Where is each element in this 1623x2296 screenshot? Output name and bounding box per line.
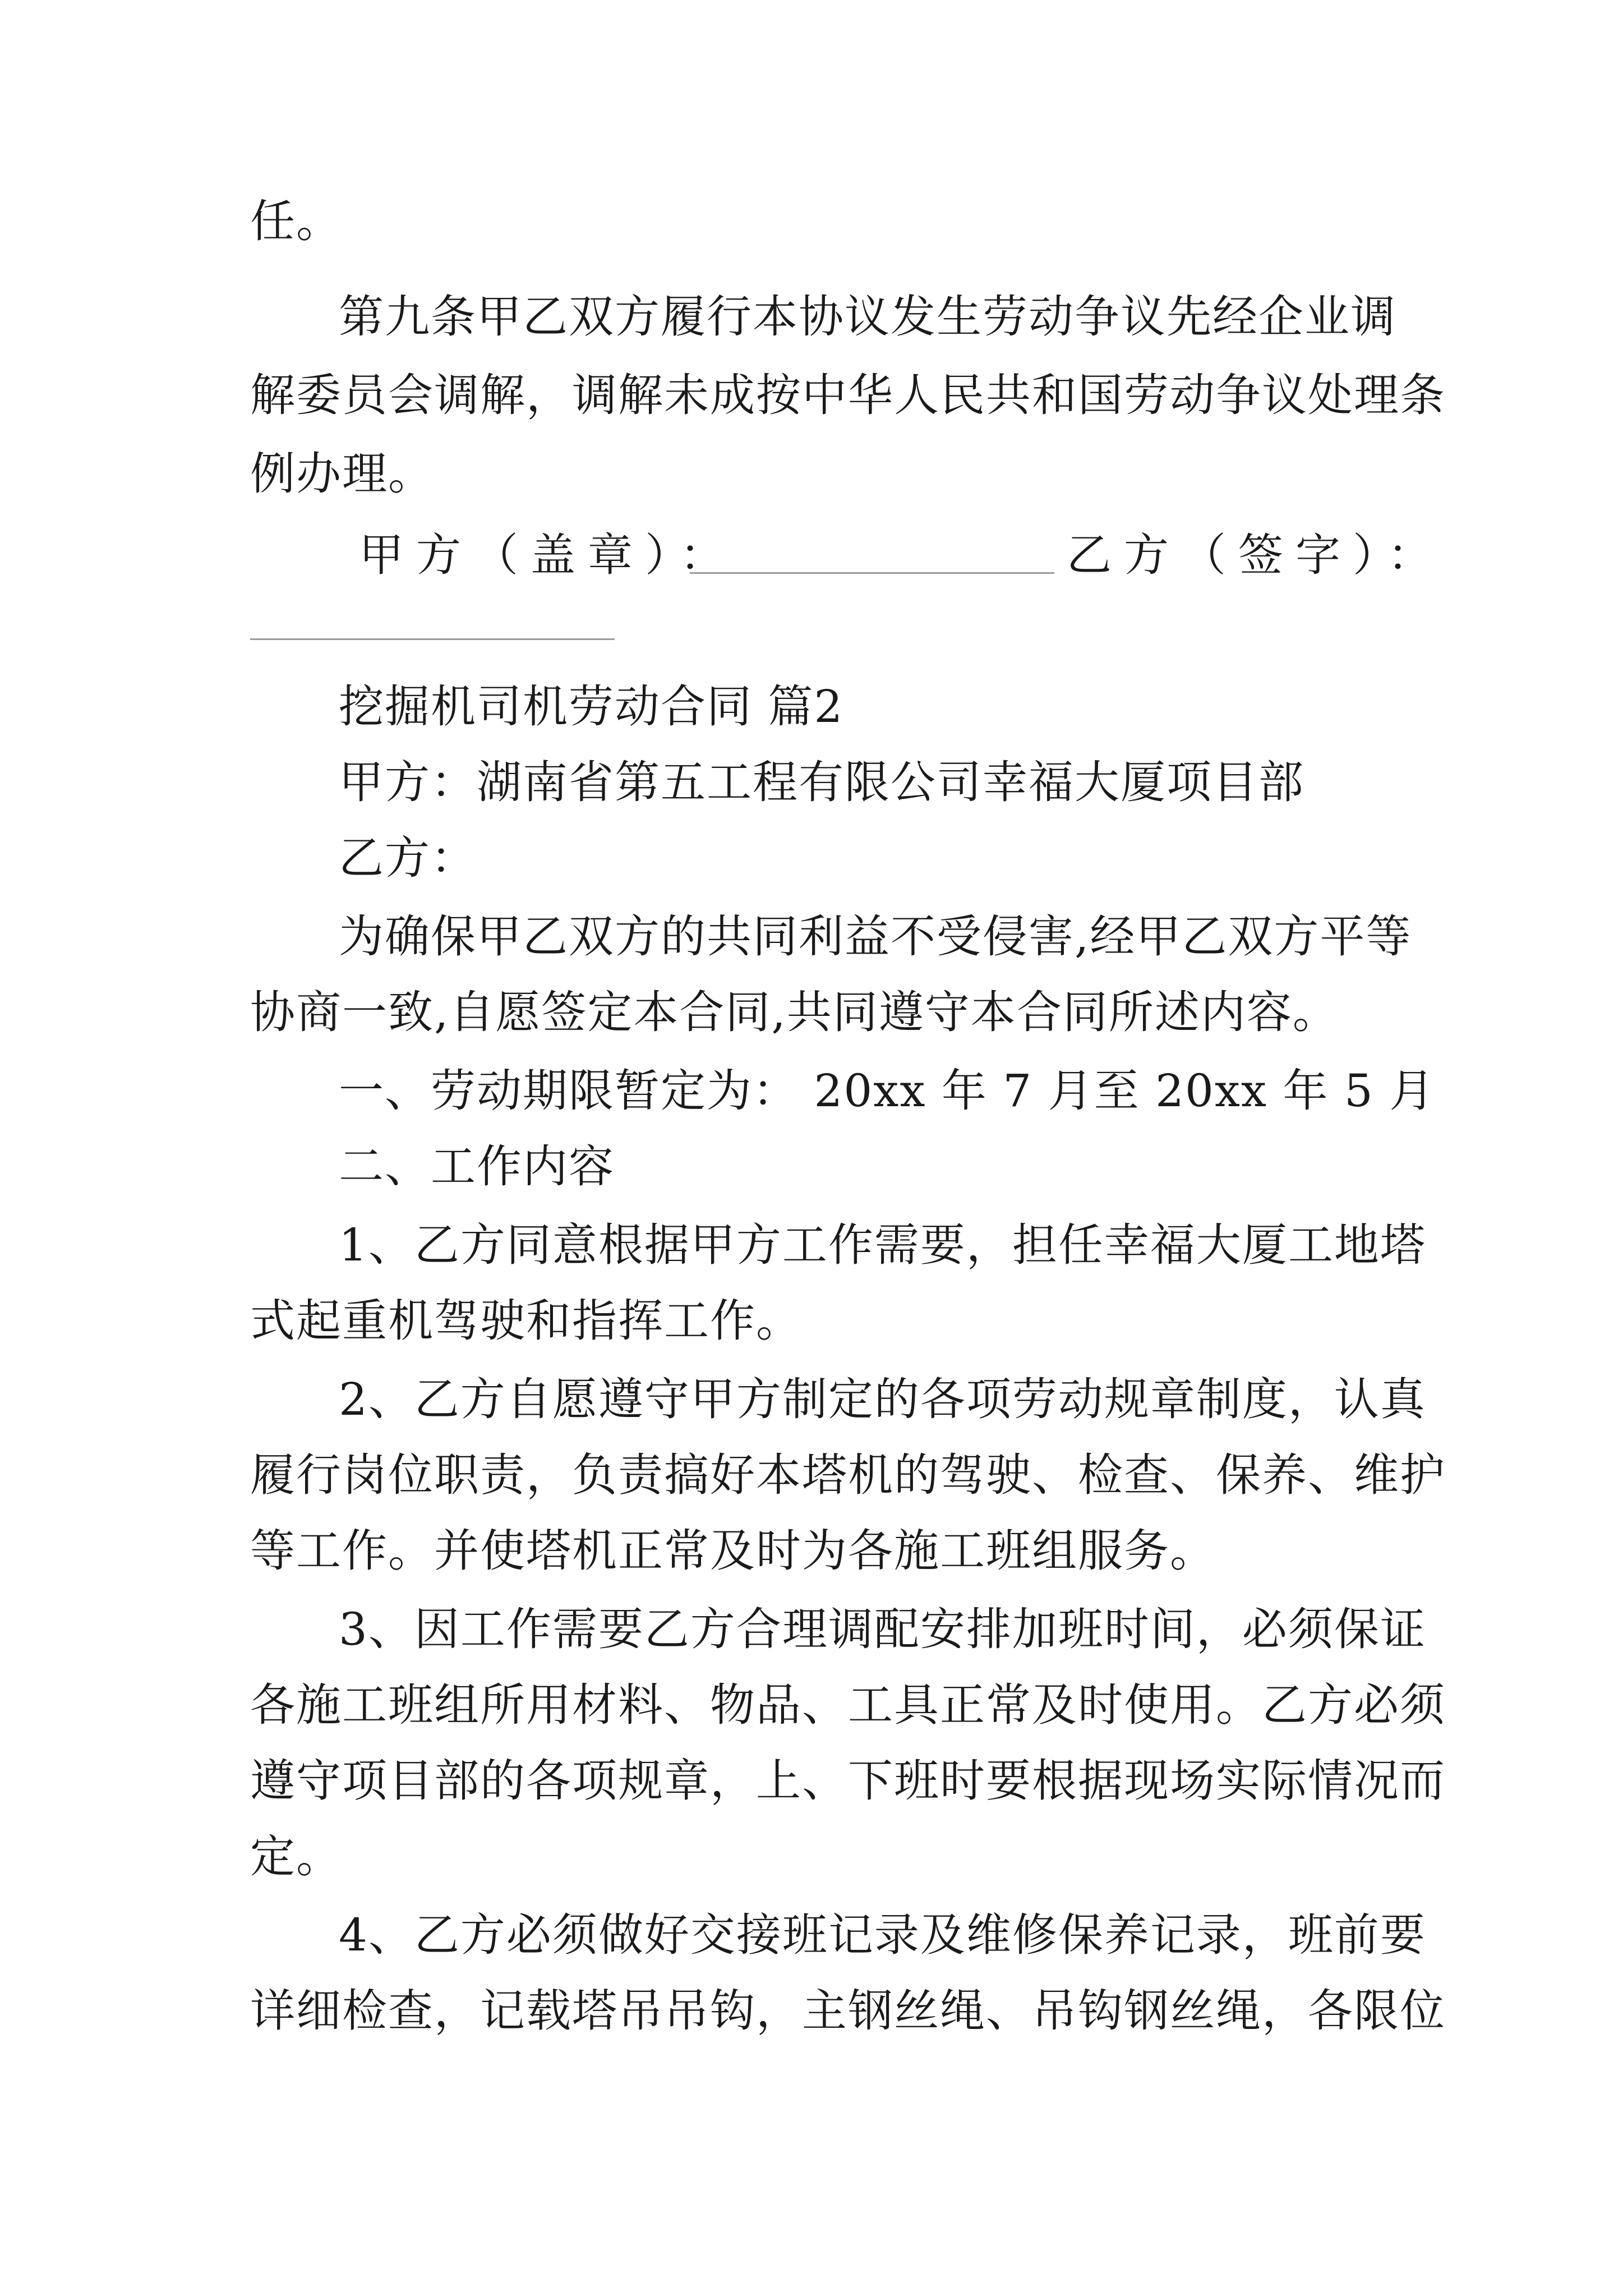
- paragraph-line: 为确保甲乙双方的共同利益不受侵害,经甲乙双方平等: [339, 910, 1412, 963]
- paragraph-line: 3、因工作需要乙方合理调配安排加班时间，必须保证: [339, 1603, 1426, 1655]
- paragraph-line: 各施工班组所用材料、物品、工具正常及时使用。乙方必须: [250, 1679, 1446, 1731]
- party-a-blank: [690, 572, 1054, 574]
- paragraph-line: 甲方：湖南省第五工程有限公司幸福大厦项目部: [339, 756, 1304, 808]
- signature-row: [359, 527, 1445, 583]
- paragraph-line: 例办理。: [250, 448, 434, 500]
- paragraph-line: 详细检查，记载塔吊吊钩，主钢丝绳、吊钩钢丝绳，各限位: [250, 1985, 1446, 2037]
- paragraph-line: 解委员会调解，调解未成按中华人民共和国劳动争议处理条: [250, 369, 1446, 421]
- paragraph-line: 式起重机驾驶和指挥工作。: [250, 1295, 802, 1347]
- paragraph-line: 等工作。并使塔机正常及时为各施工班组服务。: [250, 1525, 1216, 1577]
- paragraph-line: 二、工作内容: [339, 1140, 615, 1193]
- party-a-seal-label: 甲方（盖章）：: [359, 529, 737, 581]
- paragraph-line: 乙方：: [339, 832, 477, 884]
- paragraph-line: 遵守项目部的各项规章，上、下班时要根据现场实际情况而: [250, 1755, 1446, 1807]
- paragraph-line: 协商一致,自愿签定本合同,共同遵守本合同所述内容。: [250, 986, 1339, 1038]
- paragraph-line: 一、劳动期限暂定为： 20xx 年 7 月至 20xx 年 5 月: [339, 1065, 1436, 1117]
- paragraph-line: 2、乙方自愿遵守甲方制定的各项劳动规章制度，认真: [339, 1373, 1426, 1425]
- paragraph-line: 第九条甲乙双方履行本协议发生劳动争议先经企业调: [339, 291, 1396, 343]
- paragraph-line: 4、乙方必须做好交接班记录及维修保养记录，班前要: [339, 1909, 1426, 1961]
- paragraph-line: 履行岗位职责，负责搞好本塔机的驾驶、检查、保养、维护: [250, 1449, 1446, 1501]
- party-b-sign-label: 乙方（签字）：: [1067, 529, 1445, 581]
- paragraph-line: 定。: [250, 1830, 342, 1883]
- section-heading: 挖掘机司机劳动合同 篇2: [339, 680, 844, 733]
- paragraph-line: 1、乙方同意根据甲方工作需要，担任幸福大厦工地塔: [339, 1219, 1426, 1271]
- paragraph-line: 任。: [250, 195, 342, 247]
- party-b-blank: [250, 638, 615, 640]
